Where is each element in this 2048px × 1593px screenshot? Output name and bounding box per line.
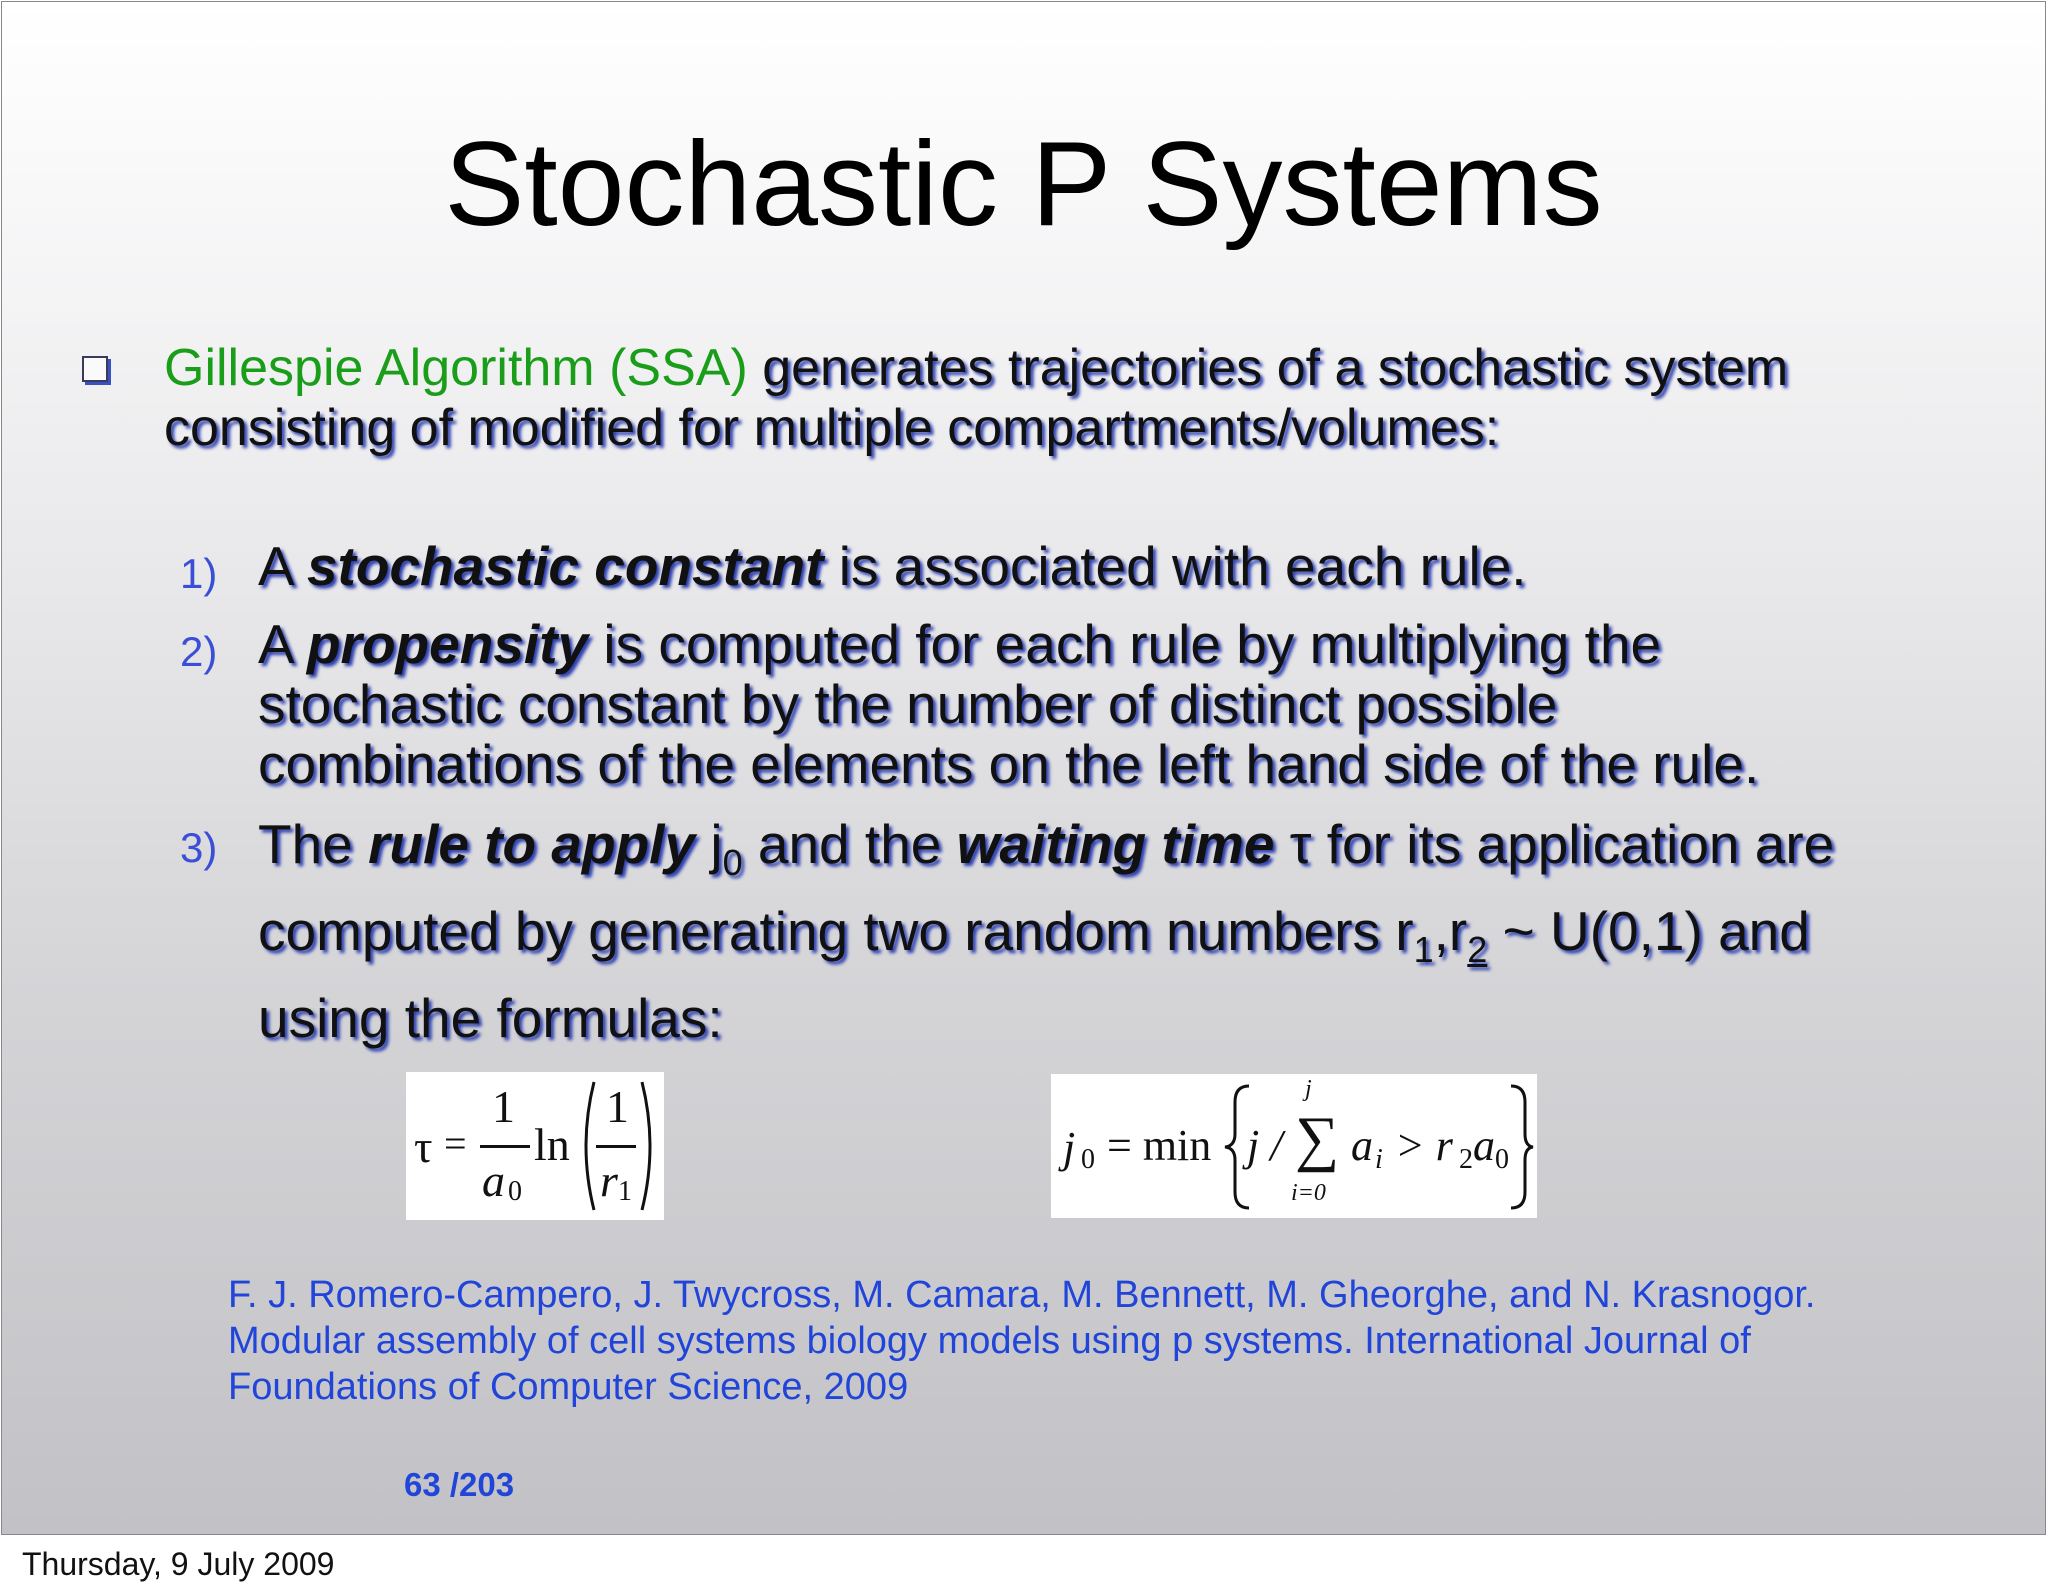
right-brace-icon — [1507, 1082, 1535, 1212]
bullet-body: generates trajectories of a stochastic system consisting of modified for multiple compartments/volumes: — [164, 339, 1789, 457]
term-waiting-time: waiting time — [956, 813, 1275, 875]
formula-tau: τ = 1 a 0 ln 1 r 1 — [406, 1072, 664, 1220]
formula-j0: j 0 = min j / j ∑ i=0 a i > r 2 a 0 — [1051, 1074, 1537, 1218]
bullet-highlight: Gillespie Algorithm (SSA) — [164, 339, 748, 397]
term-stochastic-constant: stochastic constant — [306, 535, 824, 597]
term-rule-to-apply: rule to apply — [368, 813, 696, 875]
date-caption: Thursday, 9 July 2009 — [22, 1546, 335, 1582]
term-propensity: propensity — [306, 613, 589, 675]
slide — [1, 1, 2046, 1535]
fraction-bar — [596, 1145, 636, 1148]
citation: F. J. Romero-Campero, J. Twycross, M. Camara, M. Bennett, M. Gheorghe, and N. Krasnogor. Modular assembly of cell systems biology models using p systems. International Journal of Foundations of Computer Science, 2009 — [228, 1274, 1816, 1408]
checkbox-bullet-icon — [82, 356, 108, 382]
step-text: A stochastic constant is associated with each rule. — [258, 535, 1527, 597]
page-number: 63 /203 — [404, 1466, 515, 1503]
bullet-text — [164, 338, 1884, 458]
step-text: The rule to apply $j_0$ and the waiting time τ for its application are computed by generating two random numbers $r_1,r_2$ ~ U(0,1) and using the formulas: — [258, 813, 1835, 1049]
slide-title: Stochastic P Systems — [444, 117, 1603, 251]
step-text: A propensity is computed for each rule by multiplying the stochastic constant by the number of distinct possible combinations of the elements on the left hand side of the rule. — [258, 613, 1760, 795]
fraction-bar — [480, 1145, 530, 1148]
step-number: 3) — [180, 824, 218, 871]
step-number: 1) — [180, 550, 218, 597]
step-number: 2) — [180, 628, 218, 675]
